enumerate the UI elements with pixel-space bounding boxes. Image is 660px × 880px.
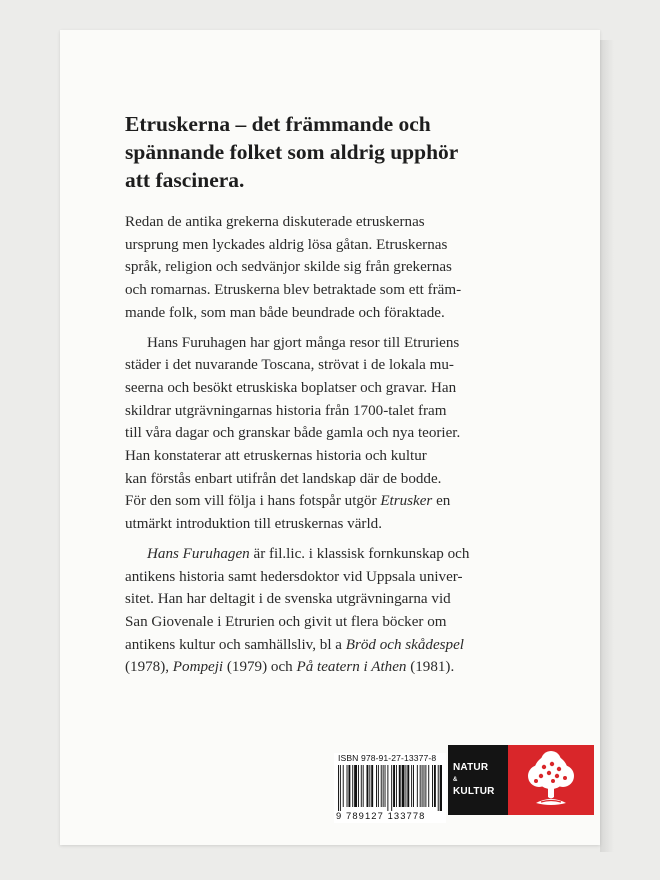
paragraph-gap xyxy=(125,325,555,332)
blurb-text xyxy=(125,211,555,679)
barcode-bars xyxy=(338,765,442,811)
book-title: Bröd och skådespel xyxy=(345,636,464,653)
headline-line: Etruskerna – det främmande och xyxy=(125,112,431,136)
paragraph-line xyxy=(125,634,555,657)
paragraph-line: till våra dagar och granskar både gamla och nya teorier. xyxy=(125,425,461,442)
paragraph-line: mande folk, som man både beundrade och föraktade. xyxy=(125,304,445,321)
publisher-wordmark xyxy=(448,745,508,815)
book-back-cover xyxy=(60,30,600,845)
paragraph-line: kan förstås enbart utifrån det landskap där de bodde. xyxy=(125,470,442,487)
book-title: Etrusker xyxy=(380,493,433,510)
publisher-name-line: KULTUR xyxy=(453,786,495,797)
paragraph-line: Han konstaterar att etruskernas historia och kultur xyxy=(125,448,427,465)
paragraph-line: antikens historia samt hedersdoktor vid Uppsala univer- xyxy=(125,568,463,585)
text-run: är fil.lic. i klassisk fornkunskap och xyxy=(249,545,470,562)
paragraph-line: Redan de antika grekerna diskuterade etruskernas xyxy=(125,214,425,230)
author-name: Hans Furuhagen xyxy=(147,545,250,562)
paragraph-line: ursprung men lyckades aldrig lösa gåtan. Etruskernas xyxy=(125,236,448,253)
publisher-logo xyxy=(448,745,594,815)
paragraph-line: San Giovenale i Etrurien och givit ut flera böcker om xyxy=(125,613,447,630)
text-run: (1981). xyxy=(406,659,455,676)
tree-icon xyxy=(508,745,594,815)
publisher-name-line: NATUR & xyxy=(453,762,489,783)
text-run: (1979) och xyxy=(223,659,297,676)
text-run: För den som vill följa i hans fotspår utgör xyxy=(125,493,381,510)
book-shadow xyxy=(600,40,614,852)
book-title: På teatern i Athen xyxy=(296,659,407,676)
text-run: en xyxy=(432,493,451,510)
barcode xyxy=(334,753,446,823)
paragraph-line: städer i det nuvarande Toscana, strövat i de lokala mu- xyxy=(125,357,454,374)
book-title: Pompeji xyxy=(172,659,224,676)
text-run: (1978), xyxy=(125,659,173,676)
paragraph-line: skildrar utgrävningarnas historia från 1700-talet fram xyxy=(125,402,447,419)
headline-line: att fascinera. xyxy=(125,168,245,192)
paragraph-line: språk, religion och sedvänjor skilde sig från grekernas xyxy=(125,259,452,276)
headline-line: spännande folket som aldrig upphör xyxy=(125,140,459,164)
barcode-digits: 9 789127 133778 xyxy=(336,810,426,821)
isbn-label: ISBN 978-91-27-13377-8 xyxy=(338,753,437,763)
paragraph-line: och romarnas. Etruskerna blev betraktade som ett främ- xyxy=(125,282,462,299)
paragraph-line xyxy=(125,490,555,513)
paragraph-line xyxy=(125,543,555,566)
paragraph-gap xyxy=(125,536,555,543)
paragraph-line: seerna och besökt etruskiska boplatser och gravar. Han xyxy=(125,379,457,396)
headline xyxy=(125,110,545,194)
paragraph-line xyxy=(125,656,555,679)
text-run: antikens kultur och samhällsliv, bl a xyxy=(125,636,346,653)
paragraph-line: utmärkt introduktion till etruskernas värld. xyxy=(125,516,382,533)
tree-emblem xyxy=(508,745,594,815)
paragraph-line: sitet. Han har deltagit i de svenska utgrävningarna vid xyxy=(125,591,451,608)
paragraph-line: Hans Furuhagen har gjort många resor till Etruriens xyxy=(147,334,460,351)
